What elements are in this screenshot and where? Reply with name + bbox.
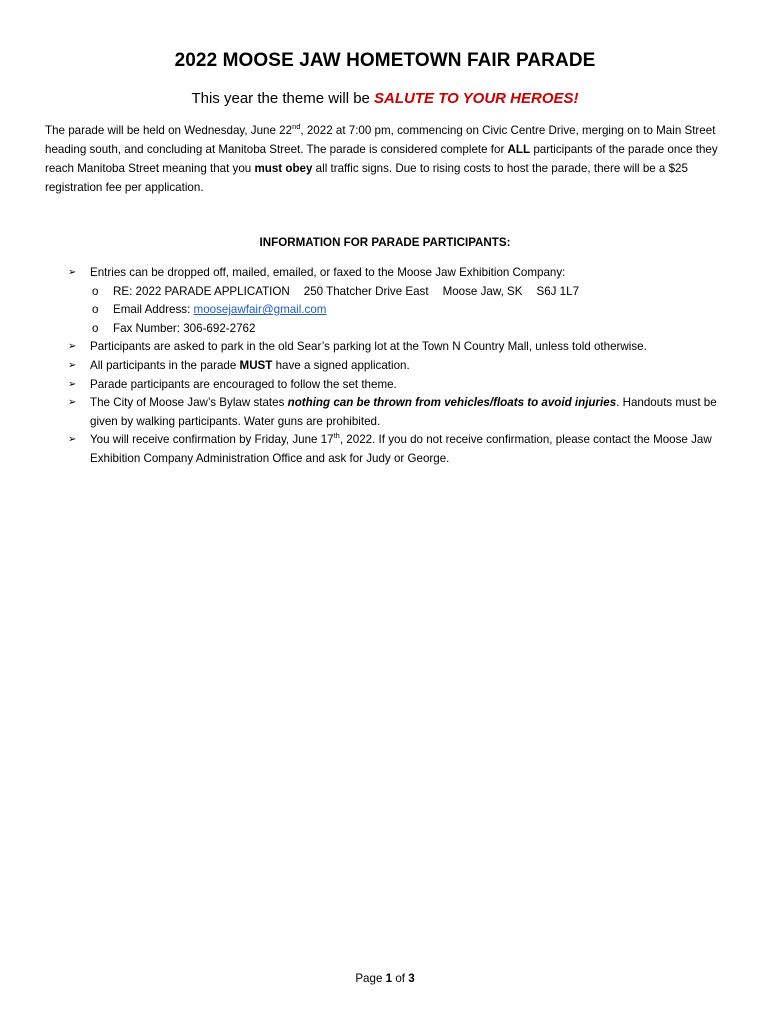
- list-item-text: , 2022. If you do not receive confirmation, please contact the Moose Jaw Exhibition Company Administration Office and ask for Judy or George.: [90, 433, 712, 465]
- list-item-text: The City of Moose Jaw’s Bylaw states: [90, 396, 288, 410]
- bylaw-emphasis: nothing can be thrown from vehicles/floats to avoid injuries: [287, 396, 617, 410]
- list-item-bylaw: [68, 394, 728, 431]
- submission-details-list: [68, 283, 728, 339]
- list-item-signed-application: [68, 357, 728, 376]
- page-title: 2022 MOOSE JAW HOMETOWN FAIR PARADE: [174, 50, 596, 71]
- intro-text-1: The parade will be held on Wednesday, June 22: [45, 124, 293, 137]
- page-number: [0, 972, 770, 985]
- list-item-entries: [68, 264, 728, 283]
- intro-paragraph: [45, 121, 725, 197]
- list-item-parking: [68, 338, 728, 357]
- list-item-text: Entries can be dropped off, mailed, emailed, or faxed to the Moose Jaw Exhibition Company:: [90, 266, 566, 279]
- list-item-text: You will receive confirmation by Friday, June 17: [90, 433, 334, 447]
- page-prefix: Page: [355, 972, 386, 985]
- total-pages: 3: [408, 972, 415, 985]
- intro-text-4: all traffic signs. Due to rising costs to host the parade, there will be a $25 registration fee per application.: [45, 162, 688, 194]
- postal-code: S6J 1L7: [536, 284, 580, 298]
- circle-bullet-icon: o: [92, 303, 99, 317]
- date-suffix: th: [333, 431, 340, 441]
- participant-info-list: [68, 264, 728, 469]
- arrow-bullet-icon: ➢: [68, 267, 77, 278]
- list-item-confirmation: [68, 431, 728, 468]
- list-item-text: All participants in the parade: [90, 358, 240, 372]
- intro-bold-all: ALL: [507, 143, 531, 156]
- sublist-item-re: [92, 283, 728, 302]
- city: Moose Jaw, SK: [442, 284, 523, 298]
- arrow-bullet-icon: ➢: [68, 397, 77, 409]
- list-item-text: . Handouts must be given by walking participants. Water guns are prohibited.: [90, 396, 717, 428]
- section-heading: INFORMATION FOR PARADE PARTICIPANTS:: [259, 236, 511, 249]
- list-item-theme: [68, 376, 728, 395]
- list-item-text: Participants are asked to park in the old Sear’s parking lot at the Town N Country Mall, unless told otherwise.: [90, 340, 647, 354]
- page-of: of: [392, 972, 409, 985]
- circle-bullet-icon: o: [92, 321, 99, 335]
- intro-text-3: participants of the parade once they reach Manitoba Street meaning that you: [45, 143, 718, 175]
- intro-bold-must-obey: must obey: [254, 162, 313, 175]
- arrow-bullet-icon: ➢: [68, 341, 77, 353]
- arrow-bullet-icon: ➢: [68, 434, 77, 446]
- bold-must: MUST: [239, 358, 273, 372]
- theme-text: SALUTE TO YOUR HEROES!: [374, 90, 579, 107]
- theme-line: [0, 90, 770, 107]
- sublist-item-fax: [92, 320, 728, 339]
- arrow-bullet-icon: ➢: [68, 359, 77, 371]
- arrow-bullet-icon: ➢: [68, 378, 77, 390]
- fax-number: Fax Number: 306-692-2762: [113, 321, 256, 335]
- list-item-text: Parade participants are encouraged to follow the set theme.: [90, 377, 397, 391]
- re-line: RE: 2022 PARADE APPLICATION: [113, 284, 290, 298]
- intro-text-2: , 2022 at 7:00 pm, commencing on Civic Centre Drive, merging on to Main Street heading south, and concluding at Manitoba Street. The parade is considered complete for: [45, 124, 716, 156]
- email-label: Email Address:: [113, 303, 194, 317]
- intro-date-suffix: nd: [292, 122, 301, 132]
- sublist-item-email: [92, 301, 728, 320]
- circle-bullet-icon: o: [92, 284, 99, 298]
- current-page: 1: [385, 972, 393, 985]
- email-link[interactable]: moosejawfair@gmail.com: [193, 303, 327, 317]
- street-address: 250 Thatcher Drive East: [303, 284, 429, 298]
- list-item-text: have a signed application.: [272, 358, 410, 372]
- theme-prefix: This year the theme will be: [191, 90, 375, 107]
